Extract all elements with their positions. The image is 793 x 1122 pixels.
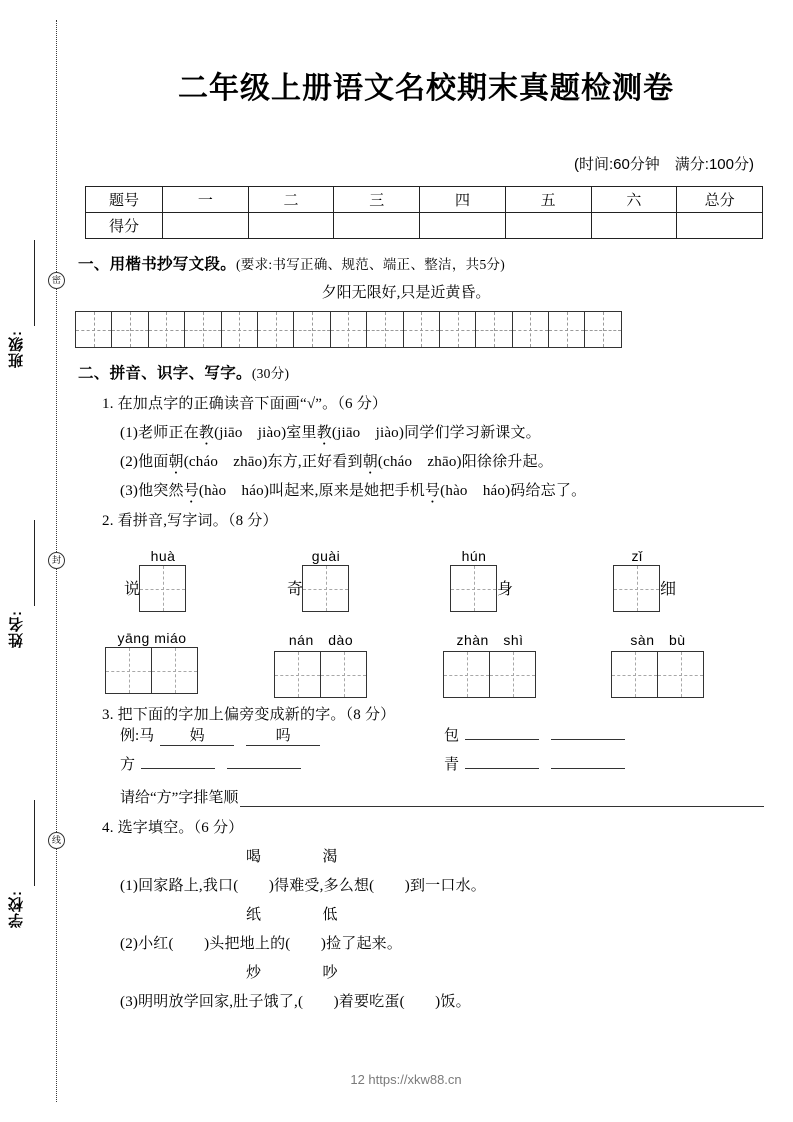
question-text: (jiāo jiào)室里 [214,425,317,442]
pinyin-box-group [612,630,704,698]
pinyin-answer-cell[interactable] [320,651,367,698]
question-number: (2) [120,454,139,471]
radical-answer-blank[interactable] [141,768,215,769]
score-cell-6[interactable] [591,213,677,239]
dotted-character: 朝 [168,454,184,471]
question-text: 他突然 [138,483,184,500]
score-table-header-score: 得分 [86,213,163,239]
radical-answer-blank[interactable] [551,739,625,740]
copy-grid-cell[interactable] [111,311,148,348]
fill-in-blank-sentence[interactable]: (2)小红( )头把地上的( )捡了起来。 [120,936,403,953]
score-col-4: 四 [420,187,506,213]
radical-answer-blank[interactable] [227,768,301,769]
copy-grid-cell[interactable] [439,311,476,348]
pinyin-answer-cell[interactable] [302,565,349,612]
pinyin-prefix-char: 奇 [287,581,304,599]
exam-meta: (时间:60分钟 满分:100分) [573,156,754,173]
dotted-character: 朝 [362,454,378,471]
score-col-total: 总分 [677,187,763,213]
seal-mark-xian: 线 [48,832,65,849]
radical-exercise [76,724,776,782]
class-field-rule [34,240,35,326]
reading-choice-question[interactable] [120,450,776,471]
pinyin-suffix-char: 身 [497,581,514,599]
pinyin-row-2 [76,618,776,694]
pinyin-box-group [140,548,186,612]
question-number: (1) [120,425,139,442]
seal-mark-mi: 密 [48,272,65,289]
pinyin-answer-cell[interactable] [274,651,321,698]
copy-grid-cell[interactable] [584,311,621,348]
question-text: (hào háo)叫起来,原来是她把手机 [198,483,425,500]
section-1-note: (要求:书写正确、规范、端正、整洁，共5分) [236,257,506,272]
score-col-6: 六 [591,187,677,213]
page-footer: 12 https://xkw88.cn [350,1072,462,1087]
question-number: (3) [120,483,139,500]
pinyin-answer-cell[interactable] [489,651,536,698]
question-text: 老师正在 [138,425,199,442]
score-cell-1[interactable] [163,213,249,239]
question-text: (cháo zhāo)东方,正好看到 [183,454,363,471]
score-col-3: 三 [334,187,420,213]
sealing-line-strip [0,0,70,1122]
dotted-character: 教 [198,425,215,442]
copy-grid-cell[interactable] [548,311,585,348]
table-row-scores [86,213,763,239]
dotted-character: 号 [424,483,441,500]
radical-group-right [444,753,631,774]
pinyin-answer-cell[interactable] [151,647,198,694]
base-character: 例:马 [120,728,155,745]
pinyin-box-group [444,630,536,698]
item-2-4-label: 4. 选字填空。（6 分） [102,820,244,837]
pinyin-label: sàn bù [630,632,686,649]
radical-answer-blank[interactable] [551,768,625,769]
pinyin-label: huà [150,548,176,565]
question-text: (hào háo)码给忘了。 [440,483,587,500]
copy-grid-cell[interactable] [403,311,440,348]
pinyin-cells [444,651,536,698]
question-text: 他面 [138,454,169,471]
pinyin-row-1 [76,536,776,612]
radical-answer-blank[interactable] [465,739,539,740]
word-choice-options: 炒 吵 [246,965,338,982]
question-text: (cháo zhāo)阳徐徐升起。 [377,454,553,471]
reading-choice-question[interactable] [120,421,776,442]
radical-row [76,753,776,782]
pinyin-answer-cell[interactable] [657,651,704,698]
pinyin-box-group [275,630,367,698]
score-cell-3[interactable] [334,213,420,239]
section-1-heading [78,252,776,274]
radical-group-left [120,753,307,774]
item-2-3-label: 3. 把下面的字加上偏旁变成新的字。（8 分） [102,707,396,724]
radical-group-left [120,724,326,746]
pinyin-cells [451,565,497,612]
section-1-title-text: 一、用楷书抄写文段。 [78,256,237,273]
copy-grid-cell[interactable] [366,311,403,348]
reading-choice-question[interactable] [120,479,776,500]
question-text: (jiāo jiào)同学们学习新课文。 [331,425,541,442]
copy-grid-cell[interactable] [330,311,367,348]
pinyin-label: yāng miáo [117,630,187,647]
radical-answer-blank[interactable]: 妈 [160,724,234,746]
page-title: 二年级上册语文名校期末真题检测卷 [178,72,674,105]
radical-answer-blank[interactable]: 吗 [246,724,320,746]
exam-page [76,0,776,1122]
score-col-2: 二 [248,187,334,213]
item-2-2-label: 2. 看拼音,写字词。（8 分） [102,513,278,530]
pinyin-cells [106,647,198,694]
label-school: 学校: [8,890,25,928]
dotted-character: 教 [316,425,332,442]
pinyin-label: zhàn shì [456,632,524,649]
pinyin-label: hún [461,548,487,565]
pinyin-word-item [124,548,186,612]
pinyin-box-group [451,548,497,612]
pinyin-box-group [614,548,660,612]
pinyin-answer-cell[interactable] [105,647,152,694]
score-cell-4[interactable] [420,213,506,239]
word-choice-options: 喝 渴 [246,849,338,866]
section-2-title-text: 二、拼音、识字、写字。 [78,365,252,383]
pinyin-cells [612,651,704,698]
pinyin-answer-cell[interactable] [611,651,658,698]
pinyin-word-item [106,630,198,694]
score-cell-2[interactable] [248,213,334,239]
copy-grid-cell[interactable] [148,311,185,348]
fill-in-blank-sentence[interactable]: (3)明明放学回家,肚子饿了,( )着要吃蛋( )饭。 [120,994,471,1011]
pinyin-word-item [614,548,676,612]
pinyin-word-item [612,630,704,698]
score-col-1: 一 [163,187,249,213]
stroke-order-answer-blank[interactable] [240,792,764,807]
stroke-order-prompt [120,786,776,807]
score-cell-total[interactable] [677,213,763,239]
fill-in-blank-sentence[interactable]: (1)回家路上,我口( )得难受,多么想( )到一口水。 [120,878,486,895]
fill-in-blank-exercise [76,845,776,1011]
section-2-note: (30分) [251,366,290,382]
stroke-order-text: 请给“方”字排笔顺 [120,790,239,807]
radical-group-right [444,724,631,745]
pinyin-answer-cell[interactable] [450,565,497,612]
copy-grid-cell[interactable] [257,311,294,348]
pinyin-cells [614,565,660,612]
pinyin-prefix-char: 说 [124,581,141,599]
pinyin-answer-cell[interactable] [139,565,186,612]
score-cell-5[interactable] [505,213,591,239]
word-choice-options: 纸 低 [246,907,338,924]
school-field-rule [34,800,35,886]
pinyin-box-group [106,630,198,694]
base-character: 青 [444,757,460,774]
item-2-1-questions [76,421,776,500]
seal-mark-feng: 封 [48,552,65,569]
base-character: 包 [444,728,460,745]
copy-grid-cell[interactable] [293,311,330,348]
radical-answer-blank[interactable] [465,768,539,769]
pinyin-suffix-char: 细 [660,581,677,599]
score-table [85,186,763,239]
label-name: 姓名: [8,610,25,648]
item-2-1-label: 1. 在加点字的正确读音下面画“√”。（6 分） [102,396,388,413]
pinyin-answer-cell[interactable] [613,565,660,612]
copy-grid-cell[interactable] [512,311,549,348]
pinyin-cells [303,565,349,612]
pinyin-word-item [287,548,349,612]
label-class: 班级: [8,330,25,368]
pinyin-word-item [275,630,367,698]
copy-grid-cell[interactable] [475,311,512,348]
pinyin-word-item [451,548,513,612]
pinyin-cells [275,651,367,698]
base-character: 方 [120,757,136,774]
pinyin-label: nán dào [288,632,354,649]
dotted-character: 号 [183,483,199,500]
pinyin-label: zǐ [631,548,643,565]
copy-grid[interactable] [76,311,776,348]
section-1-passage: 夕阳无限好,只是近黄昏。 [321,285,491,301]
score-table-header-question: 题号 [86,187,163,213]
copy-grid-cell[interactable] [75,311,112,348]
score-col-5: 五 [505,187,591,213]
table-row-question-numbers [86,187,763,213]
copy-grid-cell[interactable] [221,311,258,348]
radical-row [76,724,776,753]
copy-grid-cell[interactable] [184,311,221,348]
pinyin-label: guài [311,548,341,565]
pinyin-cells [140,565,186,612]
pinyin-box-group [303,548,349,612]
name-field-rule [34,520,35,606]
pinyin-word-item [444,630,536,698]
pinyin-answer-cell[interactable] [443,651,490,698]
section-2-heading [78,361,776,383]
